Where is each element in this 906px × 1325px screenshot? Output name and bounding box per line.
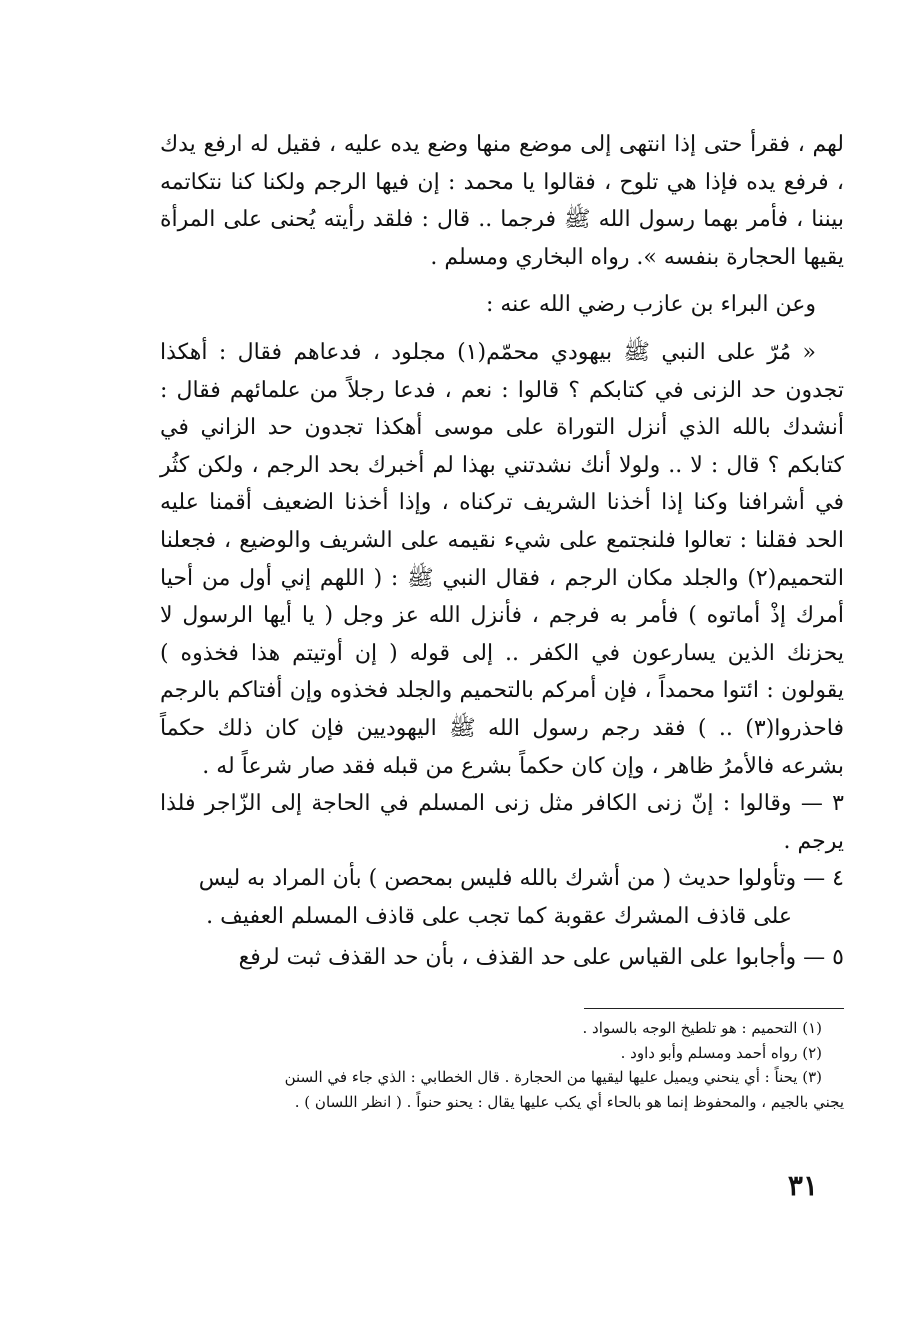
- paragraph-1: لهم ، فقرأ حتى إذا انتهى إلى موضع منها وضع يده عليه ، فقيل له ارفع يدك ، فرفع يده فإذا هي تلوح ، فقالوا يا محمد : إن فيها الرجم ولكنا كنا نتكاتمه بيننا ، فأمر بهما رسول الله ﷺ فرجما .. قال : فلقد رأيته يُحنى على المرأة يقيها الحجارة بنفسه ». رواه البخاري ومسلم .: [160, 132, 844, 270]
- footnote-3-continuation: يجني بالجيم ، والمحفوظ إنما هو بالحاء أي يكب عليها يقال : يحنو حنواً . ( انظر اللسان ) .: [294, 1092, 844, 1111]
- page-number: ٣١: [787, 1169, 818, 1202]
- paragraph-3-hadith: « مُرّ على النبي ﷺ بيهودي محمّم(١) مجلود ، فدعاهم فقال : أهكذا تجدون حد الزنى في كتابكم ؟ قالوا : نعم ، فدعا رجلاً من علمائهم فقال : أنشدك بالله الذي أنزل التوراة على موسى أهكذا تجدون حد الزاني في كتابكم ؟ قال : لا .. ولولا أنك نشدتني بهذا لم أخبرك بحد الرجم ، ولكن كثُر في أشرافنا وكنا إذا أخذنا الشريف تركناه ، وإذا أخذنا الضعيف أقمنا عليه الحد فقلنا : تعالوا فلنجتمع على شيء نقيمه على الشريف والوضيع ، فجعلنا التحميم(٢) والجلد مكان الرجم ، فقال النبي ﷺ : ( اللهم إني أول من أحيا أمرك إذْ أماتوه ) فأمر به فرجم ، فأنزل الله عز وجل ( يا أيها الرسول لا يحزنك الذين يسارعون في الكفر .. إلى قوله ( إن أوتيتم هذا فخذوه ) يقولون : ائتوا محمداً ، فإن أمركم بالتحميم والجلد فخذوه وإن أفتاكم بالرجم فاحذروا(٣) .. ) فقد رجم رسول الله ﷺ اليهوديين فإن كان ذلك حكماً بشرعه فالأمرُ ظاهر ، وإن كان حكماً بشرع من قبله فقد صار شرعاً له .: [160, 339, 844, 779]
- numbered-item-4-continuation: على قاذف المشرك عقوبة كما تجب على قاذف المسلم العفيف .: [206, 903, 792, 929]
- footnote-3: (٣) يحناً : أي ينحني ويميل عليها ليقيها من الحجارة . قال الخطابي : الذي جاء في السنن: [284, 1068, 822, 1086]
- footnote-divider: [584, 1008, 844, 1009]
- numbered-item-5: ٥ — وأجابوا على القياس على حد القذف ، بأن حد القذف ثبت لرفع: [238, 945, 844, 971]
- footnote-2: (٢) رواه أحمد ومسلم وأبو داود .: [620, 1043, 822, 1062]
- paragraph-2: وعن البراء بن عازب رضي الله عنه :: [485, 292, 816, 318]
- footnote-1: (١) التحميم : هو تلطيخ الوجه بالسواد .: [582, 1019, 822, 1037]
- numbered-item-3: ٣ — وقالوا : إنّ زنى الكافر مثل زنى المسلم في الحاجة إلى الزّاجر فلذا يرجم .: [160, 791, 844, 854]
- numbered-item-4: ٤ — وتأولوا حديث ( من أشرك بالله فليس بمحصن ) بأن المراد به ليس: [198, 866, 844, 892]
- main-text: [160, 126, 844, 977]
- footnotes: [58, 1016, 844, 1114]
